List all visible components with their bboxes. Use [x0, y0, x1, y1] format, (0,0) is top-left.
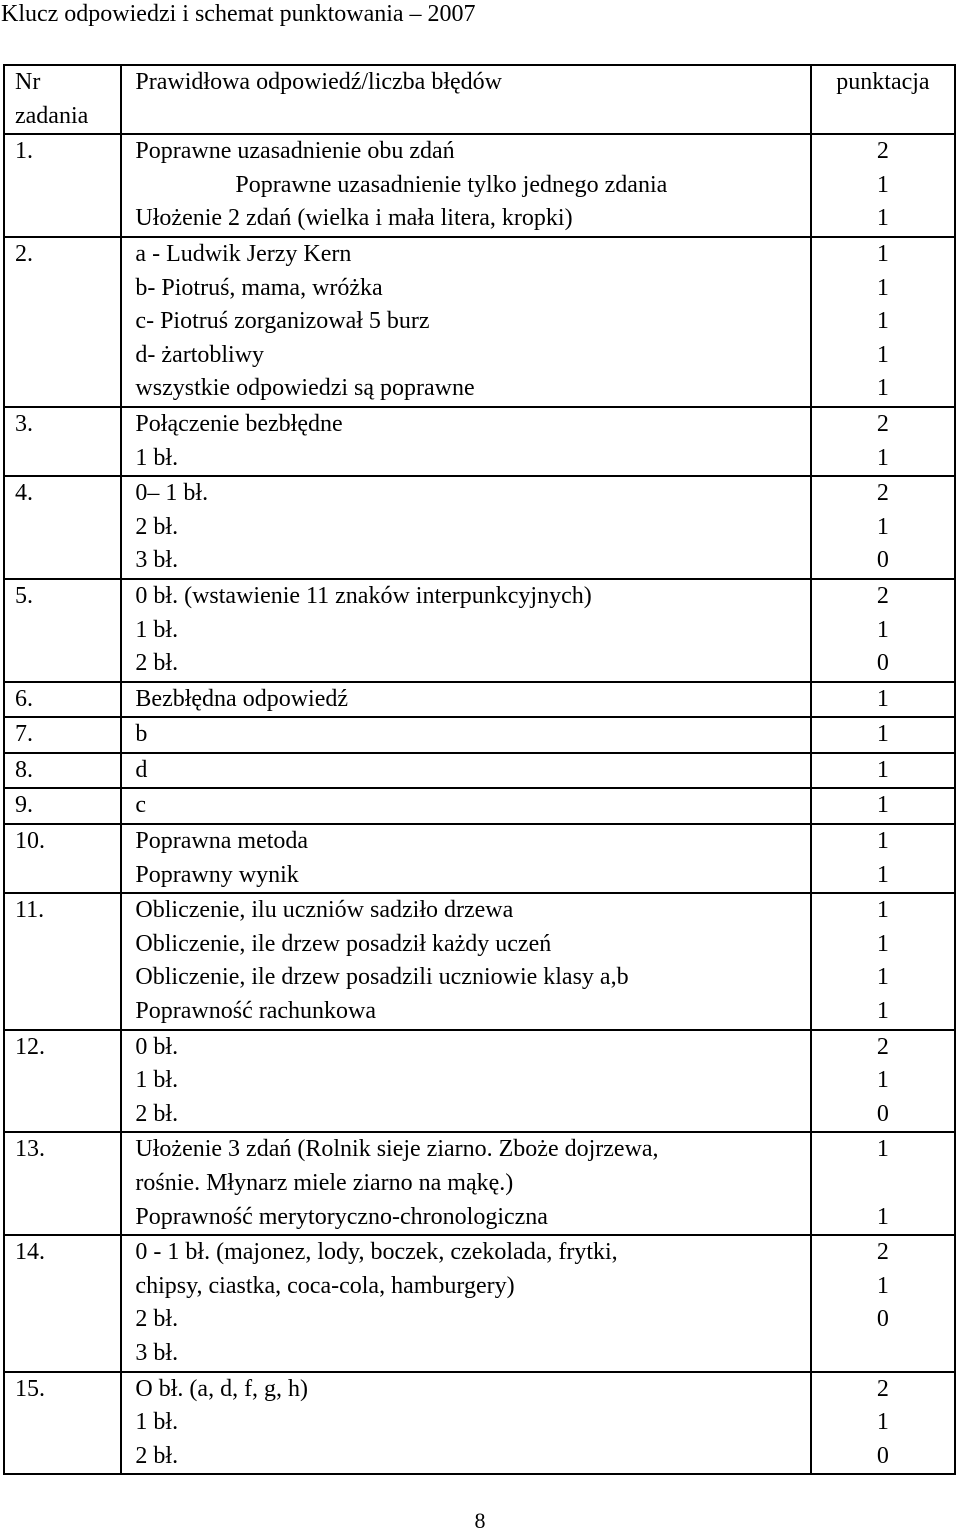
points-value: 1: [876, 1136, 889, 1163]
table-row: [4, 476, 955, 579]
answer-line: c: [135, 792, 147, 819]
points-value: 2: [876, 1033, 889, 1060]
task-number-cell: [4, 1235, 121, 1371]
answer-key-table: [3, 64, 956, 1475]
answer-line: 1 bł.: [135, 616, 179, 643]
answer-line: 1 bł.: [135, 1409, 179, 1436]
points-value: [812, 1167, 954, 1201]
table-row: [4, 788, 955, 824]
task-number: 8.: [15, 756, 33, 783]
points-value: 1: [876, 685, 889, 712]
answer-cell: [121, 407, 810, 476]
answer-line: 2 bł.: [135, 513, 179, 540]
points-value: 1: [876, 1272, 889, 1299]
points-cell: [811, 407, 955, 476]
answer-line: Bezbłędna odpowiedź: [135, 685, 349, 712]
answer-line: 0 bł. (wstawienie 11 znaków interpunkcyjnych): [135, 582, 592, 609]
points-value: 1: [876, 721, 889, 748]
answer-line: wszystkie odpowiedzi są poprawne: [135, 375, 475, 402]
answer-cell: [121, 753, 810, 789]
table-row: [4, 407, 955, 476]
points-cell: [811, 788, 955, 824]
answer-line: 3 bł.: [135, 547, 179, 574]
answer-line: Obliczenie, ilu uczniów sadziło drzewa: [135, 897, 514, 924]
points-value: 1: [876, 341, 889, 368]
points-value: 1: [876, 513, 889, 540]
task-number-cell: [4, 824, 121, 893]
answer-line: Poprawność merytoryczno-chronologiczna: [135, 1203, 548, 1230]
points-value: 2: [876, 410, 889, 437]
task-number-cell: [4, 407, 121, 476]
points-value: 1: [876, 205, 889, 232]
points-value: 1: [876, 1067, 889, 1094]
answer-cell: [121, 682, 810, 718]
points-value: 0: [876, 650, 889, 677]
table-row: [4, 682, 955, 718]
task-number: 12.: [15, 1033, 45, 1060]
answer-cell: [121, 788, 810, 824]
header-points: [811, 65, 955, 134]
points-cell: [811, 824, 955, 893]
answer-line: b: [135, 721, 148, 748]
answer-line: Obliczenie, ile drzew posadzili uczniowie klasy a,b: [135, 964, 629, 991]
page-number: 8: [474, 1508, 486, 1533]
answer-line: c- Piotruś zorganizował 5 burz: [135, 308, 430, 335]
points-value: 1: [876, 828, 889, 855]
points-value: 1: [876, 1409, 889, 1436]
table-row: [4, 1235, 955, 1371]
points-cell: [811, 717, 955, 753]
table-row: [4, 134, 955, 237]
answer-line: Połączenie bezbłędne: [135, 410, 343, 437]
points-cell: [811, 237, 955, 407]
answer-line: 2 bł.: [135, 1442, 179, 1469]
task-number: 4.: [15, 480, 33, 507]
task-number: 1.: [15, 138, 33, 165]
task-number-cell: [4, 788, 121, 824]
answer-line: 2 bł.: [135, 1100, 179, 1127]
header-nr-line: Nr: [15, 69, 41, 95]
answer-line: Obliczenie, ile drzew posadził każdy uczeń: [135, 930, 552, 957]
points-cell: [811, 753, 955, 789]
table-row: [4, 753, 955, 789]
task-number-cell: [4, 579, 121, 682]
points-value: 0: [876, 1442, 889, 1469]
points-value: 1: [876, 274, 889, 301]
points-value: 0: [876, 1306, 889, 1333]
points-value: 0: [876, 1100, 889, 1127]
table-row: [4, 1030, 955, 1133]
task-number: 2.: [15, 240, 33, 267]
header-answer: [121, 65, 810, 134]
points-value: 1: [876, 240, 889, 267]
task-number-cell: [4, 753, 121, 789]
table-row: [4, 824, 955, 893]
points-value: 2: [876, 138, 889, 165]
answer-line: Poprawne uzasadnienie tylko jednego zdania: [235, 171, 668, 198]
answer-cell: [121, 579, 810, 682]
answer-line: 0 - 1 bł. (majonez, lody, boczek, czekolada, frytki,: [135, 1239, 618, 1266]
task-number-cell: [4, 1372, 121, 1475]
points-cell: [811, 134, 955, 237]
points-cell: [811, 893, 955, 1029]
task-number: 3.: [15, 410, 33, 437]
points-value: 2: [876, 480, 889, 507]
task-number: 9.: [15, 792, 33, 819]
answer-line: d- żartobliwy: [135, 341, 265, 368]
answer-line: 3 bł.: [135, 1339, 179, 1366]
answer-line: Ułożenie 2 zdań (wielka i mała litera, kropki): [135, 205, 573, 232]
table-row: [4, 1372, 955, 1475]
task-number-cell: [4, 682, 121, 718]
task-number-cell: [4, 893, 121, 1029]
task-number: 15.: [15, 1375, 45, 1402]
header-task-number: [4, 65, 121, 134]
table-row: [4, 1132, 955, 1235]
points-value: 1: [876, 308, 889, 335]
points-cell: [811, 579, 955, 682]
answer-line: Poprawność rachunkowa: [135, 998, 377, 1025]
answer-line: 2 bł.: [135, 650, 179, 677]
points-value: 1: [876, 897, 889, 924]
task-number: 10.: [15, 828, 45, 855]
points-value: 0: [876, 547, 889, 574]
answer-line: Ułożenie 3 zdań (Rolnik sieje ziarno. Zboże dojrzewa,: [135, 1136, 659, 1163]
points-value: 1: [876, 1203, 889, 1230]
answer-line: 1 bł.: [135, 444, 179, 471]
points-value: 1: [876, 171, 889, 198]
answer-cell: [121, 893, 810, 1029]
answer-cell: [121, 1030, 810, 1133]
answer-cell: [121, 1235, 810, 1371]
points-cell: [811, 1030, 955, 1133]
points-value: 1: [876, 756, 889, 783]
task-number-cell: [4, 237, 121, 407]
answer-line: 0 bł.: [135, 1033, 179, 1060]
answer-cell: [121, 1132, 810, 1235]
points-cell: [811, 682, 955, 718]
points-value: [812, 1337, 954, 1371]
table-header-row: [4, 65, 955, 134]
answer-line: b- Piotruś, mama, wróżka: [135, 274, 383, 301]
points-value: 1: [876, 792, 889, 819]
table-row: [4, 237, 955, 407]
task-number: 6.: [15, 685, 33, 712]
header-answer-label: Prawidłowa odpowiedź/liczba błędów: [135, 69, 502, 95]
answer-line: d: [135, 756, 148, 783]
answer-line: O bł. (a, d, f, g, h): [135, 1375, 309, 1402]
document-title: Klucz odpowiedzi i schemat punktowania – 2007: [1, 1, 476, 27]
answer-line: 2 bł.: [135, 1306, 179, 1333]
points-value: 1: [876, 616, 889, 643]
answer-line: 0– 1 bł.: [135, 480, 209, 507]
points-cell: [811, 1132, 955, 1235]
points-value: 1: [876, 964, 889, 991]
points-cell: [811, 1235, 955, 1371]
task-number-cell: [4, 1030, 121, 1133]
answer-line: chipsy, ciastka, coca-cola, hamburgery): [135, 1272, 515, 1299]
task-number-cell: [4, 717, 121, 753]
answer-cell: [121, 824, 810, 893]
points-value: 1: [876, 861, 889, 888]
points-cell: [811, 476, 955, 579]
points-value: 2: [876, 1375, 889, 1402]
task-number-cell: [4, 134, 121, 237]
header-nr-line: zadania: [15, 102, 89, 129]
answer-line: 1 bł.: [135, 1067, 179, 1094]
task-number: 5.: [15, 582, 33, 609]
answer-line: Poprawny wynik: [135, 861, 299, 888]
points-value: 1: [876, 375, 889, 402]
table-row: [4, 579, 955, 682]
task-number: 14.: [15, 1239, 45, 1266]
points-value: 1: [876, 930, 889, 957]
answer-line: Poprawne uzasadnienie obu zdań: [135, 138, 455, 165]
answer-cell: [121, 717, 810, 753]
points-value: 2: [876, 1239, 889, 1266]
points-value: 2: [876, 582, 889, 609]
header-points-label: punktacja: [836, 69, 930, 95]
table-row: [4, 893, 955, 1029]
task-number-cell: [4, 476, 121, 579]
task-number-cell: [4, 1132, 121, 1235]
task-number: 13.: [15, 1136, 45, 1163]
answer-cell: [121, 134, 810, 237]
points-value: 1: [876, 444, 889, 471]
answer-line: rośnie. Młynarz miele ziarno na mąkę.): [135, 1170, 514, 1196]
answer-cell: [121, 237, 810, 407]
points-cell: [811, 1372, 955, 1475]
points-value: 1: [876, 998, 889, 1025]
task-number: 7.: [15, 721, 33, 748]
answer-cell: [121, 476, 810, 579]
answer-cell: [121, 1372, 810, 1475]
answer-line: Poprawna metoda: [135, 828, 309, 855]
table-row: [4, 717, 955, 753]
task-number: 11.: [15, 897, 45, 924]
answer-line: a - Ludwik Jerzy Kern: [135, 240, 352, 267]
